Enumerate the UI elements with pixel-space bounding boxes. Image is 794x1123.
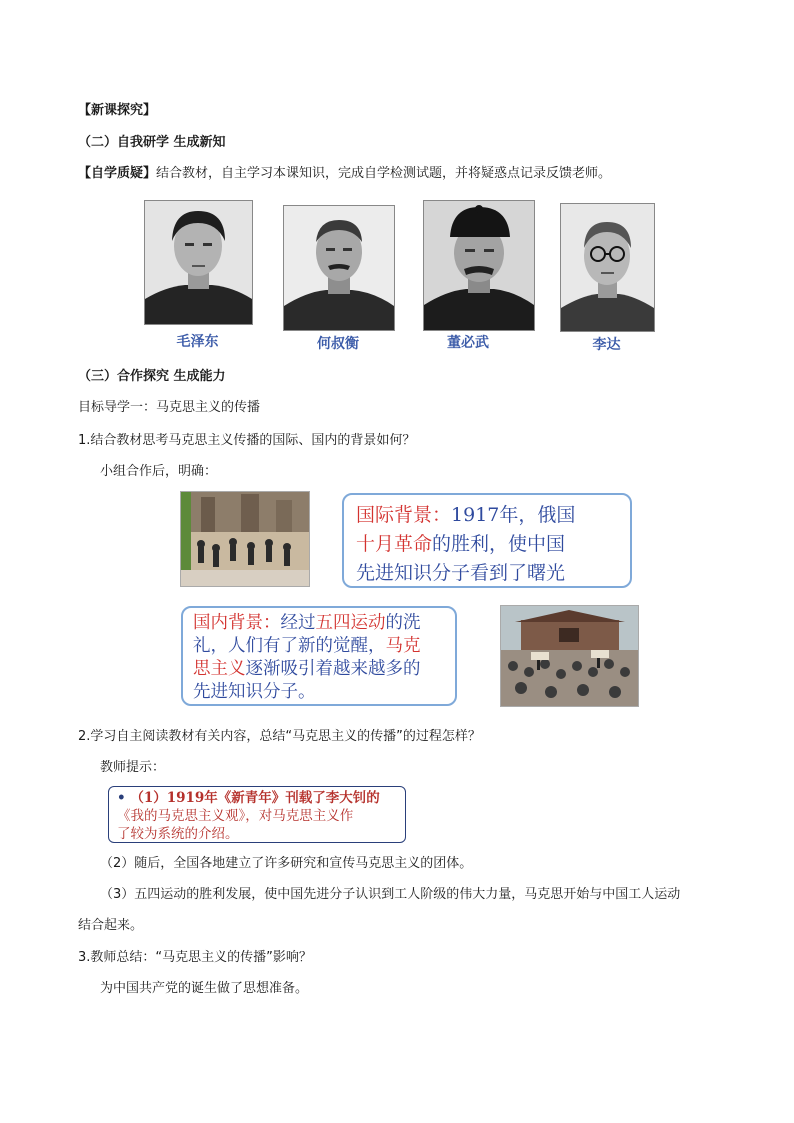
- portrait-name: 董必武: [447, 335, 489, 351]
- point-2: （2）随后，全国各地建立了许多研究和宣传马克思主义的团体。: [100, 856, 473, 871]
- revolution-scene-image: [180, 491, 310, 587]
- hint-line-1: [117, 789, 399, 807]
- question-1-followup: 小组合作后，明确：: [100, 464, 218, 479]
- intl-line-1: [356, 501, 620, 530]
- part3-title: （三）合作探究 生成能力: [78, 369, 226, 384]
- bullet-icon: •: [117, 790, 131, 806]
- intl-label: 国际背景：: [356, 504, 452, 526]
- dom-line2a: 礼，人们有了新的觉醒，: [193, 636, 386, 656]
- hint-line1-text: （1）1919年《新青年》刊载了李大钊的: [130, 790, 380, 806]
- domestic-background-box: [181, 606, 457, 706]
- portrait-name: 李达: [592, 337, 621, 353]
- dom-line2b: 马克: [385, 636, 421, 656]
- dom-line3b: 逐渐吸引着越来越多的: [245, 659, 421, 679]
- dom-line-4: 先进知识分子。: [193, 682, 316, 702]
- dom-movement: 五四运动: [315, 613, 386, 633]
- may-fourth-scene-image: [500, 605, 639, 707]
- question-2: 2.学习自主阅读教材有关内容，总结“马克思主义的传播”的过程怎样？: [78, 729, 481, 744]
- dom-line-3: [193, 658, 445, 681]
- portrait-name: 毛泽东: [176, 334, 219, 350]
- section-header: 【新课探究】: [78, 103, 157, 118]
- question-3: 3.教师总结：“马克思主义的传播”影响？: [78, 950, 312, 965]
- intl-year: 1917年，俄国: [451, 504, 576, 526]
- dom-line-2: [193, 635, 445, 658]
- intl-line-3: 先进知识分子看到了曙光: [356, 562, 566, 584]
- portrait-photo: [144, 200, 253, 325]
- self-study-text: 结合教材，自主学习本课知识，完成自学检测试题，并将疑惑点记录反馈老师。: [156, 166, 612, 181]
- dom-part2: 的洗: [385, 613, 421, 633]
- self-study-label: 【自学质疑】: [78, 166, 157, 181]
- part2-title: （二）自我研学 生成新知: [78, 135, 226, 150]
- dom-label: 国内背景：: [193, 613, 281, 633]
- intl-revolution: 十月革命: [356, 533, 433, 555]
- portrait-photo: [423, 200, 535, 331]
- portrait-photo: [560, 203, 655, 332]
- question-1: 1.结合教材思考马克思主义传播的国际、国内的背景如何？: [78, 433, 416, 448]
- teacher-hint-box: [108, 786, 406, 843]
- hint-line-2: 《我的马克思主义观》，对马克思主义作: [117, 808, 354, 824]
- portrait-name: 何叔衡: [317, 336, 359, 352]
- question-3-answer: 为中国共产党的诞生做了思想准备。: [100, 981, 309, 996]
- dom-line-1: [193, 612, 445, 635]
- international-background-box: [342, 493, 632, 588]
- intl-line-2: [356, 530, 620, 559]
- dom-line3a: 思主义: [193, 659, 246, 679]
- point-3-line-1: （3）五四运动的胜利发展，使中国先进分子认识到工人阶级的伟大力量，马克思开始与中国工人运动: [100, 887, 681, 902]
- portrait-photo: [283, 205, 395, 331]
- point-3-line-2: 结合起来。: [78, 918, 144, 933]
- self-study-line: [78, 165, 611, 183]
- teacher-hint-label: 教师提示：: [100, 760, 166, 775]
- dom-part1: 经过: [280, 613, 316, 633]
- intl-rest1: 的胜利，使中国: [432, 533, 566, 555]
- goal1: 目标导学一：马克思主义的传播: [78, 400, 261, 415]
- hint-line-3: 了较为系统的介绍。: [117, 826, 239, 842]
